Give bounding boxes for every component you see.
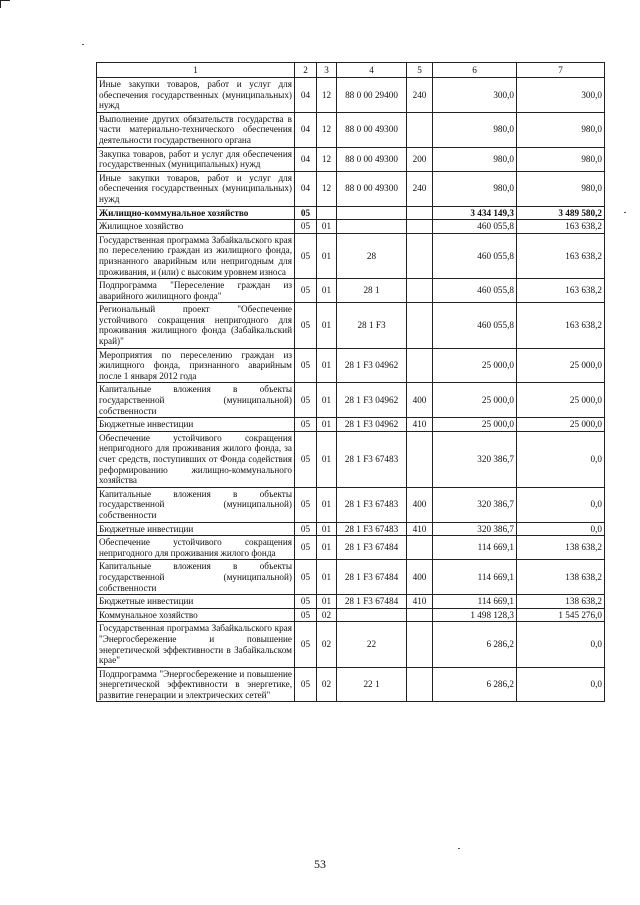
column-number-4: 4 [337,63,407,78]
expense-type-cell: 410 [407,595,433,609]
amount-year2-cell: 0,0 [517,522,605,536]
row-name-cell: Бюджетные инвестиции [97,595,295,609]
amount-year2-cell: 0,0 [517,667,605,702]
target-article-cell [337,206,407,220]
target-article-cell [337,220,407,234]
subsection-code-cell: 01 [317,418,337,432]
subsection-code-cell: 02 [317,608,337,622]
amount-year2-cell: 0,0 [517,622,605,667]
section-code-cell: 05 [295,595,317,609]
table-row [97,206,605,220]
target-article-cell: 28 [337,233,407,278]
column-number-5: 5 [407,63,433,78]
subsection-code-cell [317,206,337,220]
expense-type-cell [407,112,433,147]
amount-year2-cell: 163 638,2 [517,279,605,303]
amount-year2-cell: 980,0 [517,112,605,147]
amount-year2-cell: 300,0 [517,78,605,113]
expense-type-cell [407,303,433,348]
scan-speck [82,44,84,45]
row-name-cell: Государственная программа Забайкальского края "Энергосбережение и повышение энергетической эффективности в Забайкальском крае" [97,622,295,667]
expense-type-cell: 240 [407,78,433,113]
amount-year2-cell: 25 000,0 [517,348,605,383]
section-code-cell: 04 [295,171,317,206]
row-name-cell: Обеспечение устойчивого сокращения непригодного для проживания жилого фонда, за счет средств, поступивших от Фонда содействия реформированию жилищно-коммунального хозяйства [97,431,295,487]
subsection-code-cell: 01 [317,595,337,609]
amount-year1-cell: 6 286,2 [433,667,517,702]
amount-year2-cell: 0,0 [517,431,605,487]
row-name-cell: Капитальные вложения в объекты государственной (муниципальной) собственности [97,383,295,418]
table-row [97,171,605,206]
target-article-cell: 28 1 F3 04962 [337,418,407,432]
expense-type-cell: 240 [407,171,433,206]
row-name-cell: Иные закупки товаров, работ и услуг для обеспечения государственных (муниципальных) нужд [97,78,295,113]
target-article-cell: 28 1 F3 67483 [337,487,407,522]
amount-year1-cell: 460 055,8 [433,303,517,348]
expense-type-cell: 400 [407,383,433,418]
amount-year2-cell: 980,0 [517,171,605,206]
row-name-cell: Мероприятия по переселению граждан из жилищного фонда, признанного аварийным после 1 января 2012 года [97,348,295,383]
amount-year1-cell: 980,0 [433,147,517,171]
column-number-1: 1 [97,63,295,78]
row-name-cell: Бюджетные инвестиции [97,522,295,536]
subsection-code-cell: 01 [317,303,337,348]
subsection-code-cell: 01 [317,279,337,303]
amount-year1-cell: 3 434 149,3 [433,206,517,220]
expense-type-cell [407,348,433,383]
section-code-cell: 05 [295,522,317,536]
amount-year1-cell: 25 000,0 [433,418,517,432]
expense-type-cell [407,233,433,278]
expense-type-cell [407,536,433,560]
amount-year2-cell: 163 638,2 [517,220,605,234]
subsection-code-cell: 12 [317,147,337,171]
row-name-cell: Региональный проект "Обеспечение устойчивого сокращения непригодного для проживания жилищного фонда (Забайкальский край)" [97,303,295,348]
amount-year1-cell: 25 000,0 [433,383,517,418]
table-row [97,147,605,171]
amount-year2-cell: 25 000,0 [517,418,605,432]
amount-year2-cell: 138 638,2 [517,560,605,595]
section-code-cell: 05 [295,348,317,383]
scan-speck [624,212,626,213]
row-name-cell: Капитальные вложения в объекты государственной (муниципальной) собственности [97,487,295,522]
amount-year1-cell: 320 386,7 [433,522,517,536]
section-code-cell: 05 [295,431,317,487]
amount-year1-cell: 114 669,1 [433,536,517,560]
table-row [97,233,605,278]
target-article-cell: 28 1 F3 67483 [337,522,407,536]
target-article-cell [337,608,407,622]
table-row [97,522,605,536]
subsection-code-cell: 01 [317,233,337,278]
target-article-cell: 28 1 [337,279,407,303]
subsection-code-cell: 01 [317,487,337,522]
amount-year1-cell: 460 055,8 [433,233,517,278]
expense-type-cell [407,431,433,487]
table-row [97,667,605,702]
table-row [97,220,605,234]
row-name-cell: Иные закупки товаров, работ и услуг для обеспечения государственных (муниципальных) нужд [97,171,295,206]
table-row [97,279,605,303]
target-article-cell: 28 1 F3 67483 [337,431,407,487]
subsection-code-cell: 02 [317,622,337,667]
expense-type-cell [407,206,433,220]
amount-year2-cell: 1 545 276,0 [517,608,605,622]
section-code-cell: 05 [295,206,317,220]
column-number-6: 6 [433,63,517,78]
subsection-code-cell: 01 [317,220,337,234]
section-code-cell: 04 [295,112,317,147]
expense-type-cell: 400 [407,487,433,522]
amount-year2-cell: 980,0 [517,147,605,171]
header-row [97,63,605,78]
amount-year2-cell: 163 638,2 [517,233,605,278]
amount-year1-cell: 320 386,7 [433,431,517,487]
expense-type-cell: 400 [407,560,433,595]
expense-type-cell [407,279,433,303]
amount-year2-cell: 3 489 580,2 [517,206,605,220]
scan-speck [458,848,460,849]
amount-year1-cell: 980,0 [433,112,517,147]
expense-type-cell: 200 [407,147,433,171]
column-number-2: 2 [295,63,317,78]
amount-year1-cell: 6 286,2 [433,622,517,667]
table-row [97,78,605,113]
subsection-code-cell: 01 [317,383,337,418]
table-row [97,303,605,348]
section-code-cell: 04 [295,147,317,171]
section-code-cell: 05 [295,279,317,303]
target-article-cell: 88 0 00 29400 [337,78,407,113]
subsection-code-cell: 12 [317,78,337,113]
amount-year1-cell: 980,0 [433,171,517,206]
column-number-7: 7 [517,63,605,78]
subsection-code-cell: 12 [317,171,337,206]
target-article-cell: 22 1 [337,667,407,702]
row-name-cell: Капитальные вложения в объекты государственной (муниципальной) собственности [97,560,295,595]
amount-year1-cell: 25 000,0 [433,348,517,383]
amount-year1-cell: 114 669,1 [433,595,517,609]
amount-year1-cell: 460 055,8 [433,279,517,303]
target-article-cell: 22 [337,622,407,667]
table-row [97,487,605,522]
target-article-cell: 28 1 F3 67484 [337,595,407,609]
row-name-cell: Выполнение других обязательств государства в части материально-технического обеспечения деятельности государственного органа [97,112,295,147]
section-code-cell: 05 [295,418,317,432]
target-article-cell: 28 1 F3 04962 [337,348,407,383]
amount-year2-cell: 163 638,2 [517,303,605,348]
row-name-cell: Подпрограмма "Переселение граждан из аварийного жилищного фонда" [97,279,295,303]
table-row [97,608,605,622]
table-row [97,595,605,609]
target-article-cell: 88 0 00 49300 [337,147,407,171]
subsection-code-cell: 01 [317,348,337,383]
section-code-cell: 05 [295,487,317,522]
table-row [97,348,605,383]
amount-year1-cell: 1 498 128,3 [433,608,517,622]
section-code-cell: 05 [295,233,317,278]
page-number: 53 [314,857,326,871]
row-name-cell: Государственная программа Забайкальского края по переселению граждан из жилищного фонда, признанного аварийным или непригодным для проживания, и (или) с высоким уровнем износа [97,233,295,278]
section-code-cell: 05 [295,383,317,418]
amount-year2-cell: 0,0 [517,487,605,522]
table-row [97,536,605,560]
column-number-3: 3 [317,63,337,78]
section-code-cell: 05 [295,303,317,348]
table-row [97,560,605,595]
table-row [97,431,605,487]
target-article-cell: 28 1 F3 [337,303,407,348]
section-code-cell: 05 [295,608,317,622]
row-name-cell: Жилищно-коммунальное хозяйство [97,206,295,220]
subsection-code-cell: 01 [317,431,337,487]
amount-year2-cell: 138 638,2 [517,595,605,609]
amount-year1-cell: 300,0 [433,78,517,113]
amount-year1-cell: 114 669,1 [433,560,517,595]
row-name-cell: Жилищное хозяйство [97,220,295,234]
subsection-code-cell: 12 [317,112,337,147]
subsection-code-cell: 02 [317,667,337,702]
target-article-cell: 28 1 F3 04962 [337,383,407,418]
table-row [97,383,605,418]
target-article-cell: 28 1 F3 67484 [337,536,407,560]
row-name-cell: Подпрограмма "Энергосбережение и повышение энергетической эффективности в энергетике, развитие генерации и электрических сетей" [97,667,295,702]
table-body [97,63,605,702]
target-article-cell: 88 0 00 49300 [337,171,407,206]
expense-type-cell: 410 [407,418,433,432]
section-code-cell: 05 [295,220,317,234]
subsection-code-cell: 01 [317,560,337,595]
expense-type-cell [407,220,433,234]
row-name-cell: Закупка товаров, работ и услуг для обеспечения государственных (муниципальных) нужд [97,147,295,171]
section-code-cell: 05 [295,560,317,595]
expense-type-cell: 410 [407,522,433,536]
row-name-cell: Бюджетные инвестиции [97,418,295,432]
row-name-cell: Обеспечение устойчивого сокращения непригодного для проживания жилого фонда [97,536,295,560]
expense-type-cell [407,608,433,622]
amount-year1-cell: 320 386,7 [433,487,517,522]
section-code-cell: 05 [295,622,317,667]
section-code-cell: 05 [295,536,317,560]
amount-year2-cell: 25 000,0 [517,383,605,418]
amount-year2-cell: 138 638,2 [517,536,605,560]
table-row [97,622,605,667]
scan-corner-mark [0,0,10,8]
budget-table [96,62,605,702]
subsection-code-cell: 01 [317,522,337,536]
expense-type-cell [407,667,433,702]
row-name-cell: Коммунальное хозяйство [97,608,295,622]
expense-type-cell [407,622,433,667]
subsection-code-cell: 01 [317,536,337,560]
amount-year1-cell: 460 055,8 [433,220,517,234]
table-row [97,418,605,432]
section-code-cell: 04 [295,78,317,113]
table-row [97,112,605,147]
target-article-cell: 88 0 00 49300 [337,112,407,147]
target-article-cell: 28 1 F3 67484 [337,560,407,595]
section-code-cell: 05 [295,667,317,702]
